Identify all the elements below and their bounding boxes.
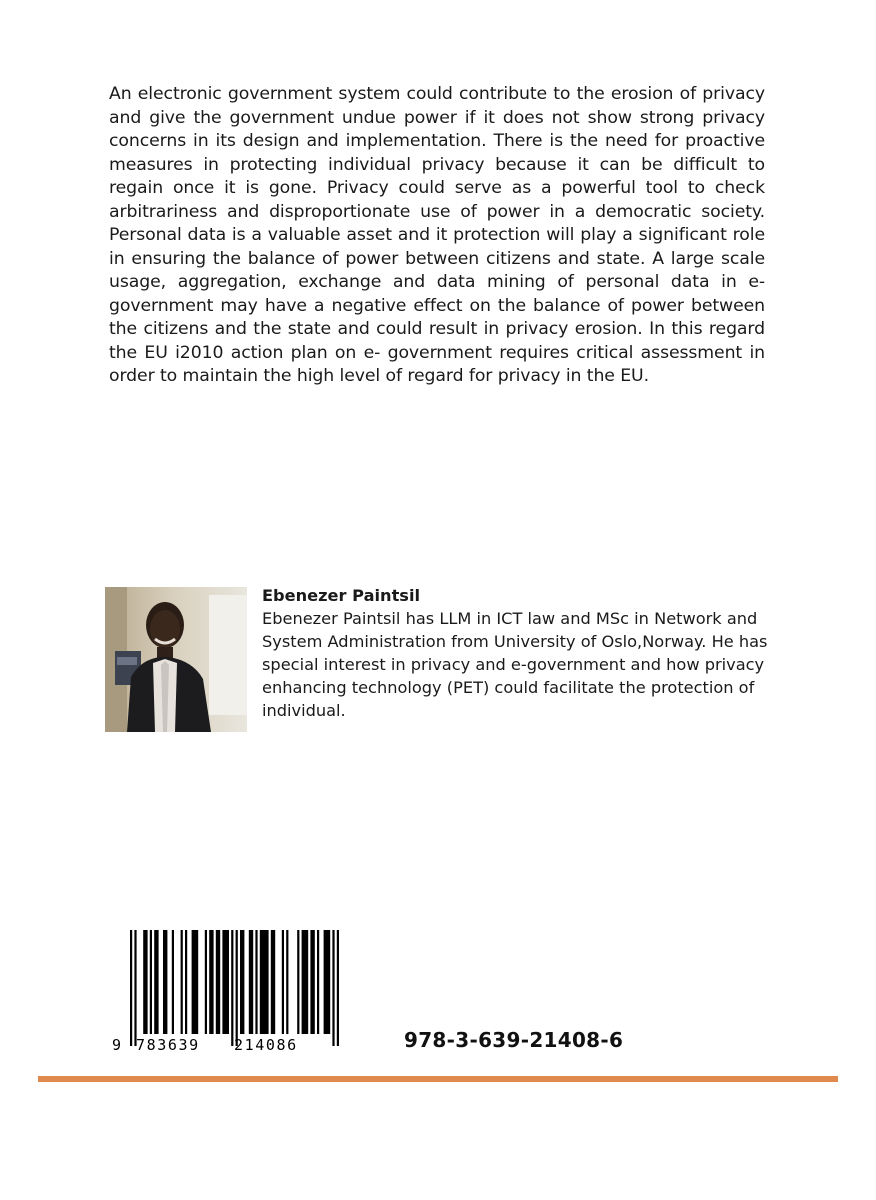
barcode-bar (249, 930, 253, 1034)
barcode-bar (271, 930, 275, 1034)
back-cover-blurb: An electronic government system could contribute to the erosion of privacy and give the government undue power if it does not show strong privacy concerns in its design and implementation. There is the need for proactive measures in protecting individual privacy because it can be difficult to regain once it is gone. Privacy could serve as a powerful tool to check arbitrariness and disproportionate use of power in a democratic society. Personal data is a valuable asset and it protection will play a significant role in ensuring the balance of power between citizens and state. A large scale usage, aggregation, exchange and data mining of personal data in e-government may have a negative effect on the balance of power between the citizens and the state and could result in privacy erosion. In this regard the EU i2010 action plan on e- government requires critical assessment in order to maintain the high level of regard for privacy in the EU. (109, 84, 765, 386)
barcode-bar (172, 930, 174, 1034)
author-name: Ebenezer Paintsil (262, 586, 421, 605)
barcode-bar (163, 930, 167, 1034)
author-info (262, 584, 802, 722)
bottom-accent-rule (38, 1076, 838, 1082)
barcode-bar (143, 930, 147, 1034)
barcode-bar (317, 930, 319, 1034)
barcode-bar (185, 930, 187, 1034)
barcode-bar (260, 930, 269, 1034)
barcode-bar (297, 930, 299, 1034)
author-photo (105, 587, 247, 732)
barcode-bar (282, 930, 284, 1034)
barcode-bar (337, 930, 339, 1046)
barcode-digits-group2: 214086 (234, 1036, 298, 1054)
barcode-digits-group1: 783639 (136, 1036, 200, 1054)
barcode-bar (236, 930, 238, 1046)
isbn-number: 978-3-639-21408-6 (404, 1028, 624, 1052)
barcode-bar (134, 930, 136, 1046)
author-bio: Ebenezer Paintsil has LLM in ICT law and MSc in Network and System Administration from University of Oslo,Norway. He has special interest in privacy and e-government and how privacy enhancing technology (PET) could facilitate the protection of individual. (262, 609, 768, 720)
barcode-bar (310, 930, 314, 1034)
barcode-bar (205, 930, 207, 1034)
barcode-bar (181, 930, 183, 1034)
barcode-bar (222, 930, 229, 1034)
barcode-bar (192, 930, 199, 1034)
barcode-bar (209, 930, 213, 1034)
barcode-bar (286, 930, 288, 1034)
barcode-digit-left: 9 (112, 1036, 122, 1054)
barcode-bar (154, 930, 158, 1034)
barcode-bar (216, 930, 220, 1034)
barcode-bar (255, 930, 257, 1034)
barcode-bar (150, 930, 152, 1034)
barcode-bar (130, 930, 132, 1046)
barcode-bar (302, 930, 309, 1034)
barcode-bar (324, 930, 331, 1034)
barcode-bar (240, 930, 244, 1034)
barcode-bar (332, 930, 334, 1046)
isbn-barcode (110, 928, 355, 1056)
barcode-bar (231, 930, 233, 1046)
